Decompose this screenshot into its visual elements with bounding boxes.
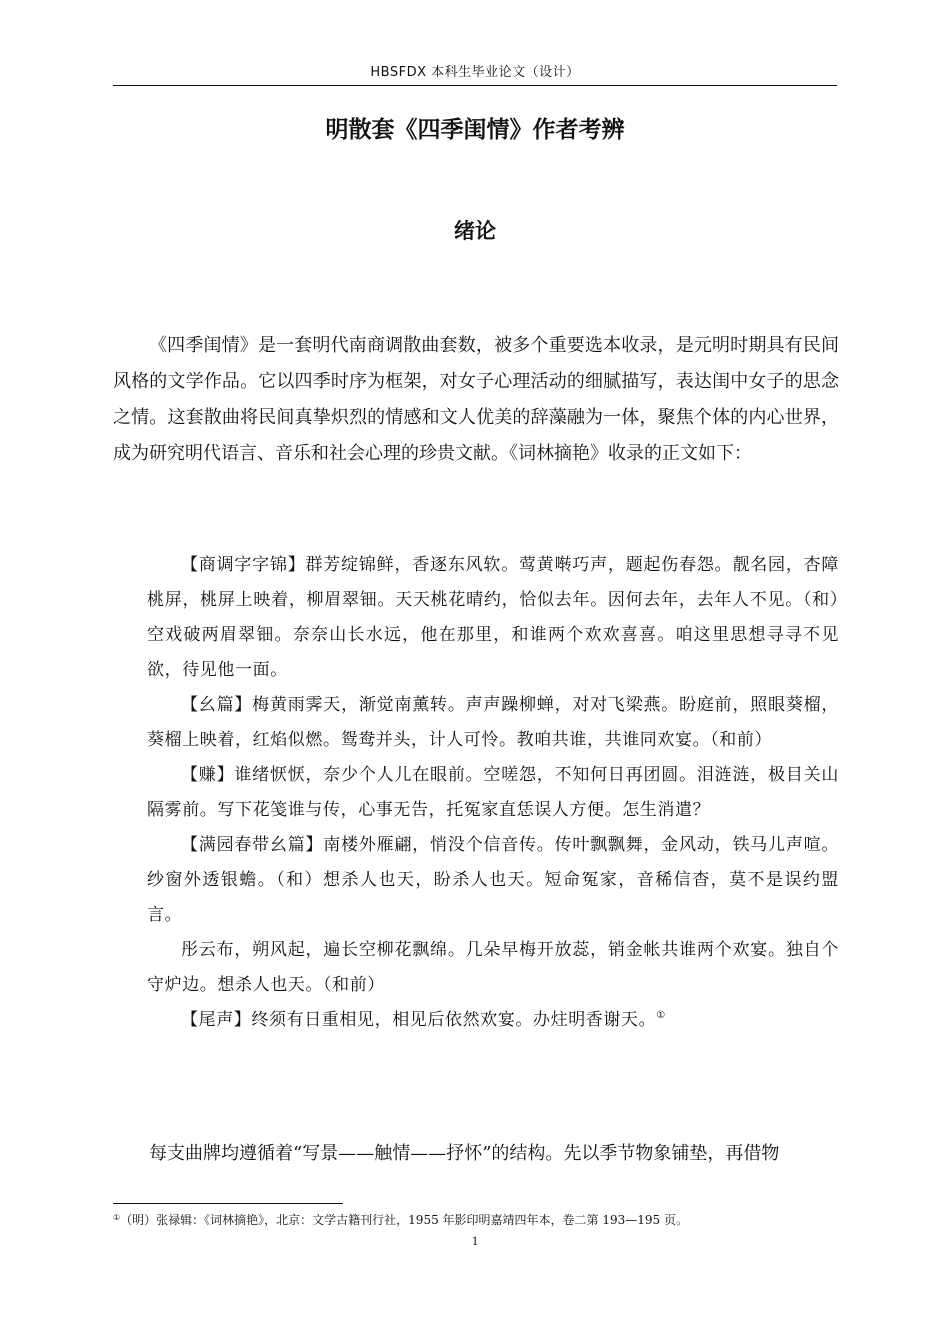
footnote-text: （明）张禄辑：《词林摘艳》，北京：文学古籍刊行社，1955 年影印明嘉靖四年本，卷二第 193—195 页。 xyxy=(120,1213,688,1227)
intro-paragraph: 《四季闺情》是一套明代南商调散曲套数，被多个重要选本收录，是元明时期具有民间风格的文学作品。它以四季时序为框架，对女子心理活动的细腻描写，表达闺中女子的思念之情。这套散曲将民间真挚炽烈的情感和文人优美的辞藻融为一体，聚焦个体的内心世界，成为研究明代语言、音乐和社会心理的珍贵文献。《词林摘艳》收录的正文如下： xyxy=(113,335,839,464)
footnote-marker: ① xyxy=(113,1213,121,1222)
page-number: 1 xyxy=(471,1233,479,1248)
lyric-stanza: 【商调字字锦】群芳绽锦鲜，香逐东风软。莺黄啭巧声，题起伤春怨。靓名园，杏障桃屏，桃屏上映着，柳眉翠钿。天天桃花晴约，恰似去年。因何去年，去年人不见。（和）空戏破两眉翠钿。奈奈山长水远，他在那里，和谁两个欢欢喜喜。咱这里思想寻寻不见欲，待见他一面。 xyxy=(147,555,839,680)
footnote xyxy=(113,1211,837,1229)
header-divider xyxy=(113,85,837,86)
lyric-stanza: 【赚】谁绪恹恹，奈少个人儿在眼前。空嗟怨，不知何日再团圆。泪涟涟，极目关山隔雾前。写下花笺谁与传，心事无告，托冤家直恁误人方便。怎生消遣？ xyxy=(147,765,839,820)
page-header: HBSFDX 本科生毕业论文（设计） xyxy=(370,65,580,80)
lyric-stanza: 【幺篇】梅黄雨霁天，渐觉南薰转。声声躁柳蝉，对对飞梁燕。盼庭前，照眼葵榴，葵榴上映着，红焰似燃。鸳鸯并头，计人可怜。教咱共谁，共谁同欢宴。（和前） xyxy=(147,695,839,750)
closing-paragraph: 每支曲牌均遵循着“写景——触情——抒怀”的结构。先以季节物象铺垫，再借物 xyxy=(149,1143,780,1164)
lyric-stanza-text: 【尾声】终须有日重相见，相见后依然欢宴。办炷明香谢天。 xyxy=(181,1010,657,1030)
section-heading: 绪论 xyxy=(454,219,496,243)
footnote-divider xyxy=(113,1203,343,1204)
document-title: 明散套《四季闺情》作者考辨 xyxy=(325,117,625,143)
lyrics-block xyxy=(147,548,839,1038)
lyric-stanza-final xyxy=(147,1003,839,1038)
lyric-stanza: 彤云布，朔风起，遍长空柳花飘绵。几朵早梅开放蕊，销金帐共谁两个欢宴。独自个守炉边。想杀人也天。（和前） xyxy=(147,940,839,995)
footnote-reference[interactable]: ① xyxy=(656,1010,666,1021)
lyric-stanza: 【满园春带幺篇】南楼外雁翩，悄没个信音传。传叶飘飘舞，金风动，铁马儿声喧。纱窗外透银蟾。（和）想杀人也天，盼杀人也天。短命冤家，音稀信杳，莫不是误约盟言。 xyxy=(147,835,839,925)
